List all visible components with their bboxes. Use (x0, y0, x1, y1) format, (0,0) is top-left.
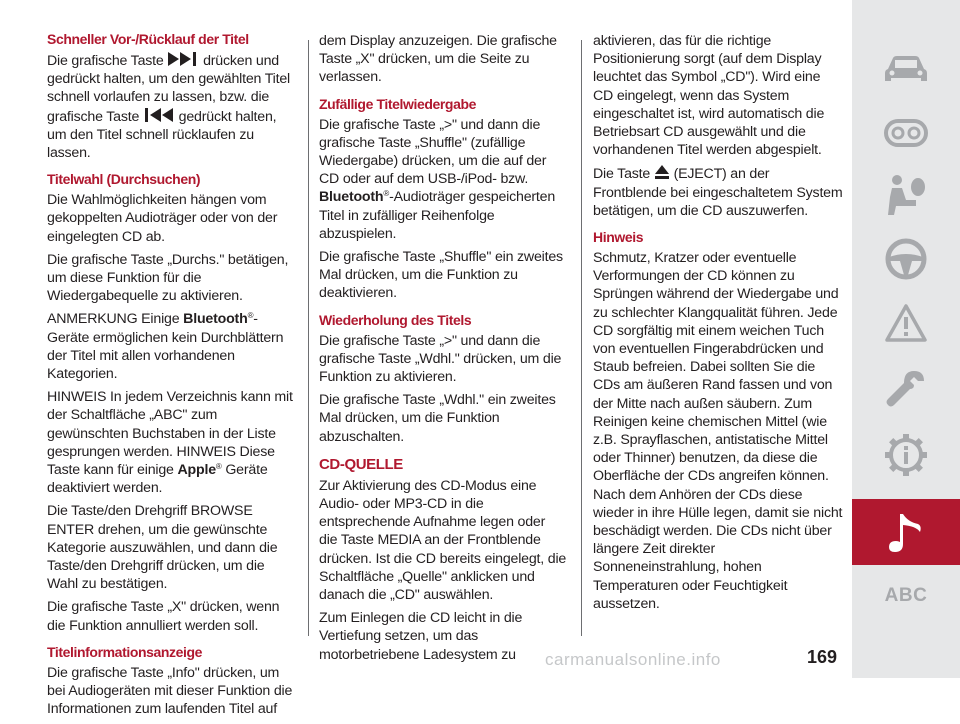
paragraph-browse-cancel: Die grafische Taste „X" drücken, wenn die Funktion annulliert werden soll. (47, 599, 280, 634)
nav-maintenance[interactable] (852, 358, 960, 420)
airbag-icon (882, 173, 930, 217)
paragraph-cd-2: Zum Einlegen die CD leicht in die Vertiefung setzen, um das motorbetriebene Ladesystem zu (319, 610, 523, 663)
paragraph-note: Schmutz, Kratzer oder eventuelle Verformungen der CD können zu Sprüngen während der Wiedergabe und zu schlechter Klangqualität führen. Jede CD sorgfältig mit einem weichen Tuch von eventuellen Fingerabdrücken und Staub befreien. Dabei sollten Sie die CDs am äußeren Rand fassen und von der Mitte nach außen säubern. Zum Reinigen keine chemischen Mittel (wie z.B. Sprayflaschen, antistatische Mittel oder Thinner) benutzen, da diese die Oberfläche der CDs angreifen können. Nach dem Anhören der CDs diese wieder in ihre Hülle legen, damit sie nicht beschädigt werden. Die CDs nicht über längere Zeit direkter Sonneneinstrahlung, hohen Temperaturen oder Feuchtigkeit aussetzen. (593, 250, 843, 612)
paragraph-fast-forward: Die grafische Taste drücken und gedrückt halten, um den gewählten Titel schnell vorlaufen zu lassen, bzw. die grafische Taste gedrückt halten, um den Titel schnell rücklaufen zu lassen. (47, 53, 291, 162)
paragraph-repeat-2: Die grafische Taste „Wdhl." ein zweites Mal drücken, um die Funktion abzuschalten. (319, 392, 556, 445)
page-number: 169 (807, 647, 838, 667)
paragraph-track-info-cont: dem Display anzuzeigen. Die grafische Taste „X" drücken, um die Seite zu verlassen. (319, 33, 557, 86)
column-divider-2 (581, 40, 582, 636)
paragraph-track-info: Die grafische Taste „Info" drücken, um bei Audiogeräten mit dieser Funktion die Informationen zum laufenden Titel auf (47, 664, 293, 718)
paragraph-shuffle-3: Die grafische Taste „Shuffle" ein zweites Mal drücken, um die Funktion zu deaktivieren. (319, 249, 563, 302)
paragraph-eject: Die Taste (EJECT) an der Frontblende bei eingeschaltetem System betätigen, um die CD auszuwerfen. (593, 166, 843, 219)
heading-track-info: Titelinformationsanzeige (47, 643, 203, 660)
music-note-icon (886, 510, 926, 554)
car-icon (882, 51, 930, 87)
heading-note: Hinweis (593, 229, 644, 246)
rewind-icon (143, 107, 175, 123)
watermark: carmanualsonline.info (545, 650, 721, 669)
warning-icon (884, 303, 928, 343)
nav-multimedia[interactable] (852, 499, 960, 565)
paragraph-browse-1: Die Wahlmöglichkeiten hängen vom gekoppelten Audioträger oder von der eingelegten CD ab. (47, 192, 278, 245)
nav-dashboard[interactable] (852, 102, 960, 164)
paragraph-browse-hint: HINWEIS In jedem Verzeichnis kann mit der Schaltfläche „ABC" zum gewünschten Buchstaben in der Liste gesprungen werden. HINWEIS Diese Taste kann für einige Apple® Geräte deaktiviert werden. (47, 389, 293, 497)
dashboard-icon (882, 115, 930, 151)
paragraph-shuffle-1: Die grafische Taste „>" und dann die grafische Taste „Shuffle" (zufällige Wiedergabe) drücken, um die auf der CD oder auf dem USB-/iPod- bzw. (319, 116, 547, 188)
paragraph-browse-enter: Die Taste/den Drehgriff BROWSE ENTER drehen, um die gewünschte Kategorie auszuwählen, und dann die Taste/den Drehgriff drücken, um die Wahl zu bestätigen. (47, 503, 278, 593)
nav-safety[interactable] (852, 164, 960, 226)
heading-shuffle: Zufällige Titelwiedergabe (319, 95, 477, 112)
heading-cd-source: CD-QUELLE (319, 455, 403, 473)
paragraph-repeat-1: Die grafische Taste „>" und dann die grafische Taste „Wdhl." drücken, um die Funktion zu aktivieren. (319, 332, 562, 386)
heading-browse: Titelwahl (Durchsuchen) (47, 171, 201, 188)
column-divider-1 (308, 40, 309, 636)
column-right (593, 32, 843, 618)
eject-icon (654, 164, 670, 180)
fast-forward-icon (167, 51, 199, 67)
steering-wheel-icon (884, 237, 928, 281)
column-middle (319, 32, 567, 669)
gear-icon (883, 432, 929, 478)
nav-driving[interactable] (852, 228, 960, 290)
nav-emergency[interactable] (852, 292, 960, 354)
heading-repeat: Wiederholung des Titels (319, 311, 472, 328)
column-left (47, 30, 297, 724)
paragraph-browse-2: Die grafische Taste „Durchs." betätigen, um diese Funktion für die Wiedergabequelle zu aktivieren. (47, 251, 289, 305)
paragraph-browse-note: ANMERKUNG Einige Bluetooth®-Geräte ermöglichen kein Durchblättern der Titel mit allen vorhandenen Kategorien. (47, 311, 284, 383)
wrench-icon (884, 367, 928, 411)
paragraph-cd-1: Zur Aktivierung des CD-Modus eine Audio- oder MP3-CD in die entsprechende Aufnahme legen oder die Taste MEDIA an der Frontblende drücken. Ist die CD bereits eingelegt, die Schaltfläche „Quelle" anklicken und danach die „CD" auswählen. (319, 477, 567, 604)
heading-fast-forward: Schneller Vor-/Rücklauf der Titel (47, 31, 249, 47)
chapter-sidebar (852, 0, 960, 678)
nav-car[interactable] (852, 38, 960, 100)
paragraph-cd-load: aktivieren, das für die richtige Positionierung sorgt (auf dem Display leuchtet das Symbol „CD"). Wird eine CD eingelegt, wenn das System eingeschaltet ist, wird automatisch die Betriebsart CD ausgewählt und die vorhandenen Titel werden abgespielt. (593, 33, 825, 159)
nav-index-abc[interactable]: ABC (884, 585, 928, 606)
nav-technical-data[interactable] (852, 424, 960, 486)
paragraph-shuffle-2: Bluetooth®-Audioträger gespeicherten Titel in zufälliger Reihenfolge abzuspielen. (319, 189, 556, 242)
